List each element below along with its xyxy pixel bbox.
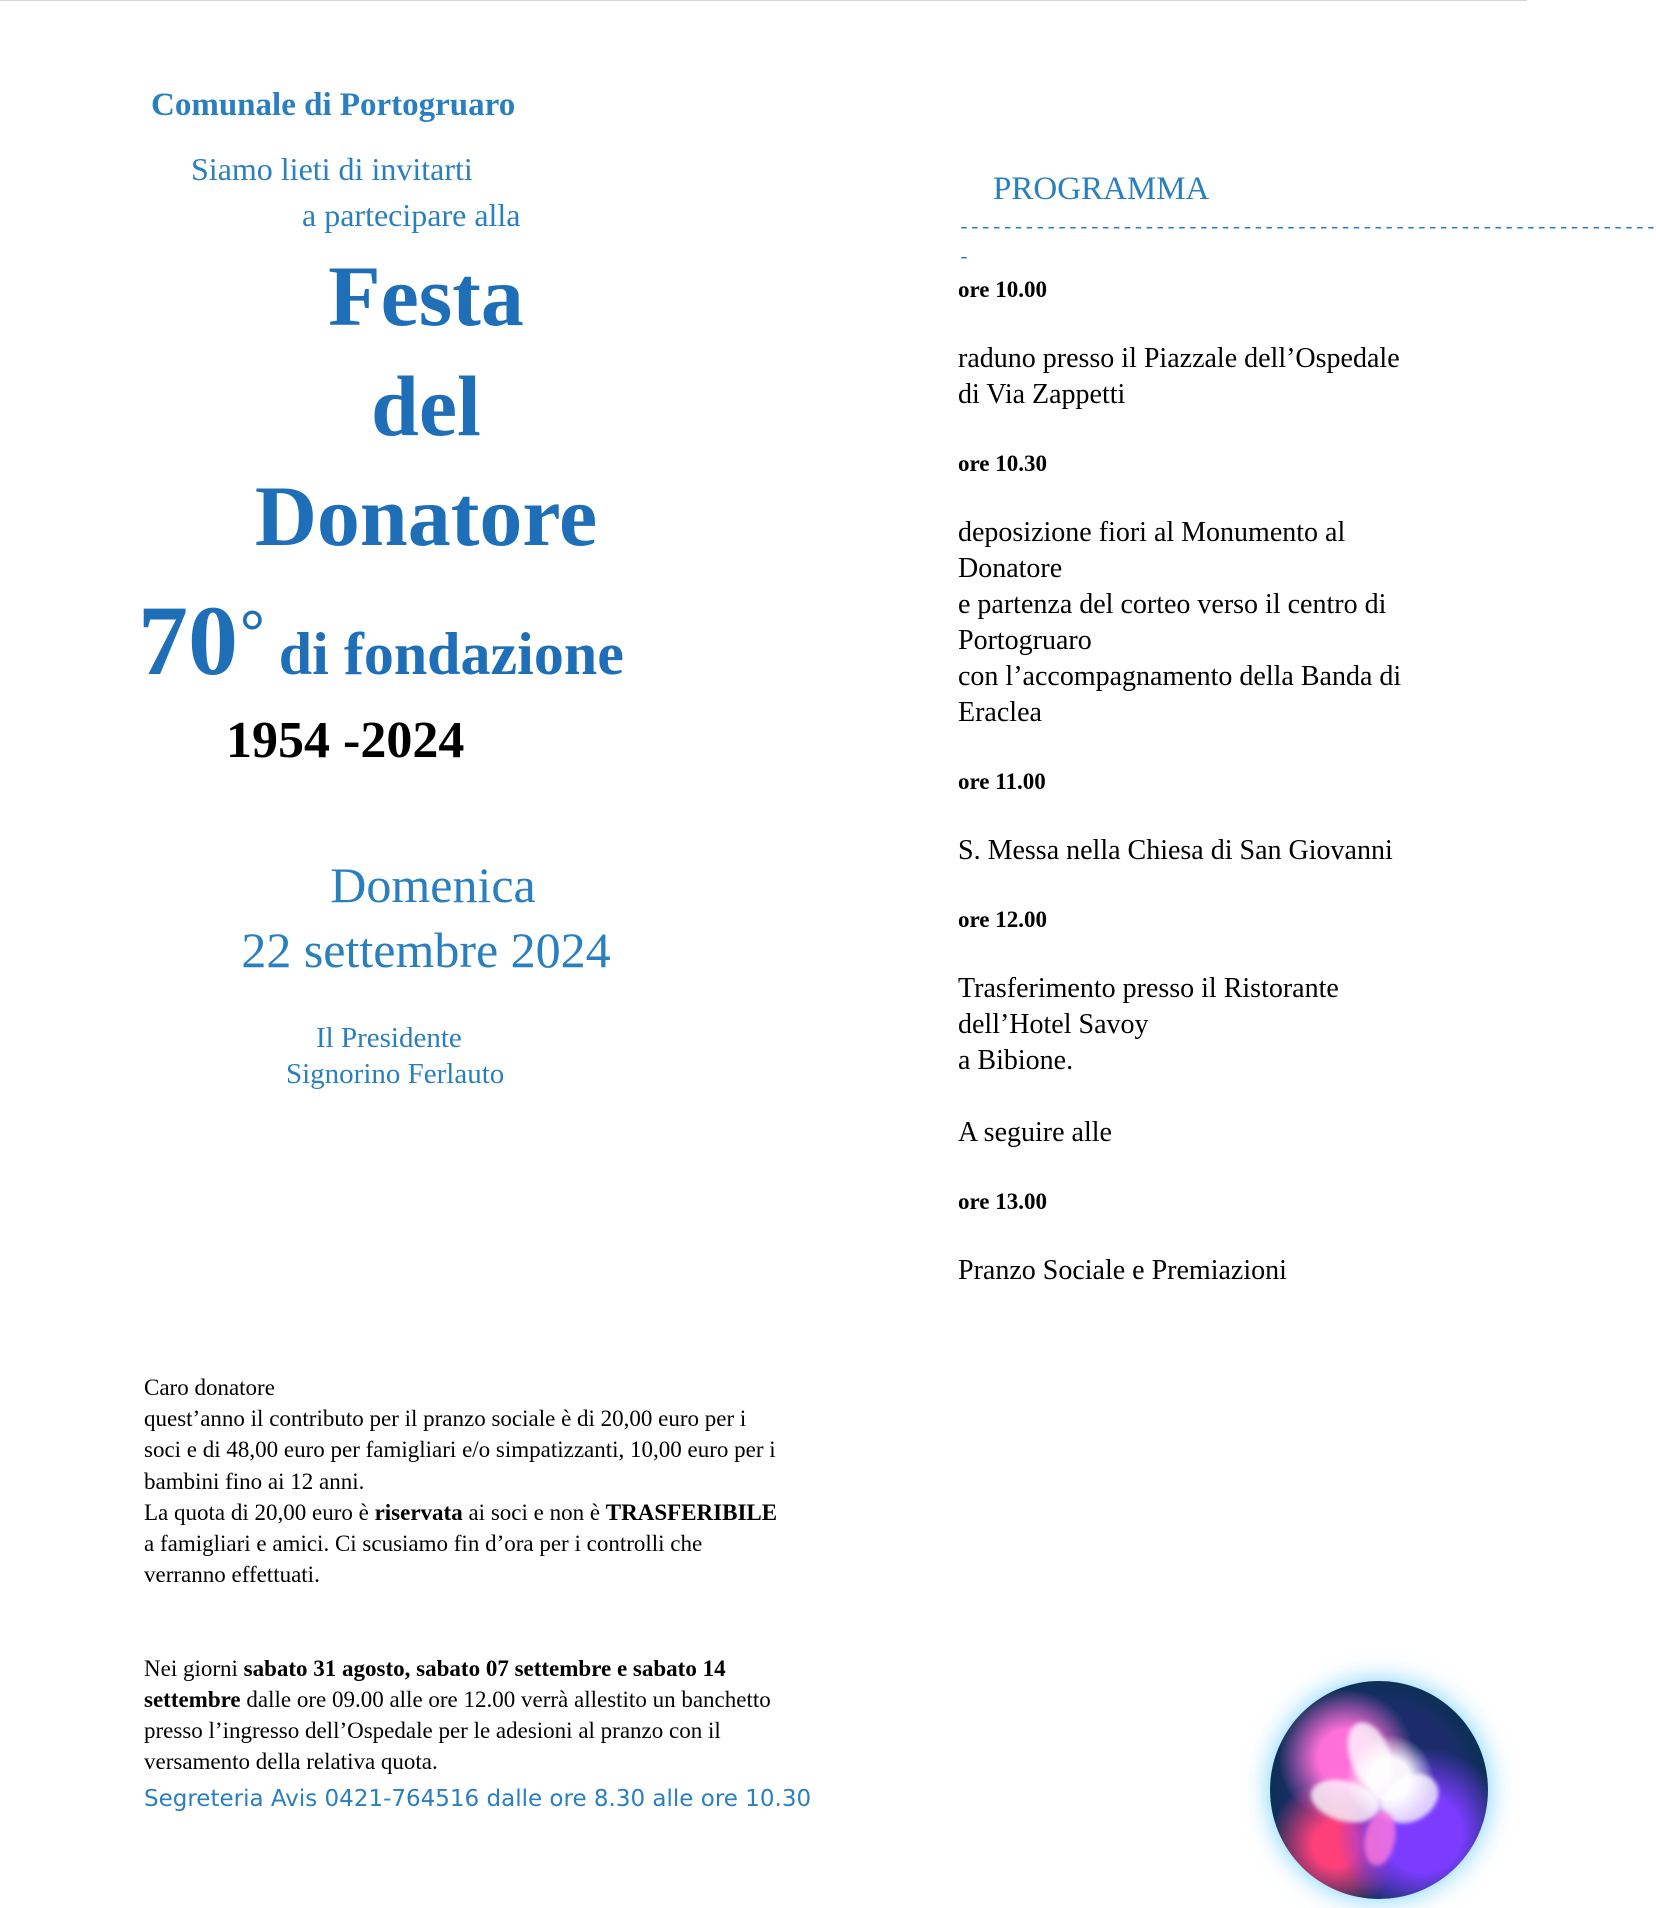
slot-desc-line: A seguire alle xyxy=(958,1117,1112,1148)
slot-desc-line: con l’accompagnamento della Banda di xyxy=(958,661,1402,692)
schedule-slot xyxy=(958,447,1498,731)
anniversary-number: 70 xyxy=(138,585,238,696)
event-day: Domenica xyxy=(330,857,536,913)
slot-desc-line: dell’Hotel Savoy xyxy=(958,1009,1149,1040)
slot-time: ore 12.00 xyxy=(958,907,1048,932)
slot-time: ore 10.30 xyxy=(958,451,1048,476)
president-role: Il Presidente xyxy=(316,1022,462,1054)
slot-time: ore 10.00 xyxy=(958,277,1048,302)
slot-desc-line: di Via Zappetti xyxy=(958,379,1126,410)
anniversary-text: di fondazione xyxy=(278,621,624,687)
schedule-slot xyxy=(958,1185,1498,1289)
slot-description xyxy=(958,341,1498,413)
letter-line: presso l’ingresso dell’Ospedale per le adesioni al pranzo con il xyxy=(144,1718,721,1744)
contact-line: Segreteria Avis 0421-764516 dalle ore 8.30 alle ore 10.30 xyxy=(144,1786,812,1812)
anniversary-heading xyxy=(138,583,624,698)
president-name: Signorino Ferlauto xyxy=(286,1058,505,1090)
event-date: 22 settembre 2024 xyxy=(241,922,611,978)
letter-line xyxy=(144,1497,884,1528)
title-donatore: Donatore xyxy=(254,468,598,564)
letter-gap xyxy=(144,1590,884,1621)
letter-bold-trasferibile: TRASFERIBILE xyxy=(605,1499,778,1525)
letter-text: dalle ore 09.00 alle ore 12.00 verrà allestito un banchetto xyxy=(240,1687,771,1712)
letter-line: verranno effettuati. xyxy=(144,1562,320,1588)
programma-schedule xyxy=(958,273,1498,1323)
letter-bold-settembre: settembre xyxy=(144,1687,241,1712)
title-festa: Festa xyxy=(328,248,524,344)
invite-line-2: a partecipare alla xyxy=(302,197,521,233)
donor-letter xyxy=(144,1372,884,1778)
slot-description xyxy=(958,1253,1498,1289)
slot-desc-spacer xyxy=(958,1079,1498,1115)
schedule-slot xyxy=(958,765,1498,869)
slot-desc-line: raduno presso il Piazzale dell’Ospedale xyxy=(958,343,1400,374)
letter-line: soci e di 48,00 euro per famigliari e/o simpatizzanti, 10,00 euro per i xyxy=(144,1437,776,1463)
slot-description xyxy=(958,833,1498,869)
invite-line-1: Siamo lieti di invitarti xyxy=(191,151,473,187)
slot-desc-line: S. Messa nella Chiesa di San Giovanni xyxy=(958,835,1393,866)
slot-desc-line: Portogruaro xyxy=(958,625,1092,656)
letter-line: versamento della relativa quota. xyxy=(144,1749,438,1775)
schedule-slot xyxy=(958,903,1498,1151)
title-del: del xyxy=(371,358,481,454)
slot-time: ore 13.00 xyxy=(958,1189,1048,1214)
slot-desc-line: Trasferimento presso il Ristorante xyxy=(958,973,1339,1004)
letter-line xyxy=(144,1653,884,1684)
letter-line: quest’anno il contributo per il pranzo sociale è di 20,00 euro per i xyxy=(144,1406,747,1432)
slot-description xyxy=(958,971,1498,1151)
years-range: 1954 -2024 xyxy=(226,712,465,769)
slot-desc-line: e partenza del corteo verso il centro di xyxy=(958,589,1387,620)
letter-line: a famigliari e amici. Ci scusiamo fin d’ora per i controlli che xyxy=(144,1531,703,1557)
slot-time: ore 11.00 xyxy=(958,769,1046,794)
slot-desc-line: Eraclea xyxy=(958,697,1042,728)
slot-description xyxy=(958,515,1498,731)
schedule-slot xyxy=(958,273,1498,413)
letter-bold-riservata: riservata xyxy=(374,1499,463,1525)
programma-heading: PROGRAMMA xyxy=(993,171,1210,207)
letter-text: Nei giorni xyxy=(144,1655,244,1681)
degree-symbol: ° xyxy=(240,598,265,666)
slot-desc-line: Donatore xyxy=(958,553,1063,584)
letter-text: La quota di 20,00 euro è xyxy=(144,1499,375,1525)
letter-gap xyxy=(144,1622,884,1653)
slot-desc-line: deposizione fiori al Monumento al xyxy=(958,517,1346,548)
letter-greeting: Caro donatore xyxy=(144,1375,275,1400)
letter-text: ai soci e non è xyxy=(462,1499,606,1525)
letter-bold-dates: sabato 31 agosto, sabato 07 settembre e sabato 14 xyxy=(243,1655,726,1681)
programma-divider: ---------------------------------------------------------------- - xyxy=(958,217,1656,270)
organization-name: Comunale di Portogruaro xyxy=(151,87,516,123)
slot-desc-line: a Bibione. xyxy=(958,1045,1074,1076)
siri-orb-icon[interactable] xyxy=(1270,1681,1488,1899)
letter-line: bambini fino ai 12 anni. xyxy=(144,1468,365,1494)
slot-desc-line: Pranzo Sociale e Premiazioni xyxy=(958,1255,1287,1286)
letter-line xyxy=(144,1684,884,1715)
